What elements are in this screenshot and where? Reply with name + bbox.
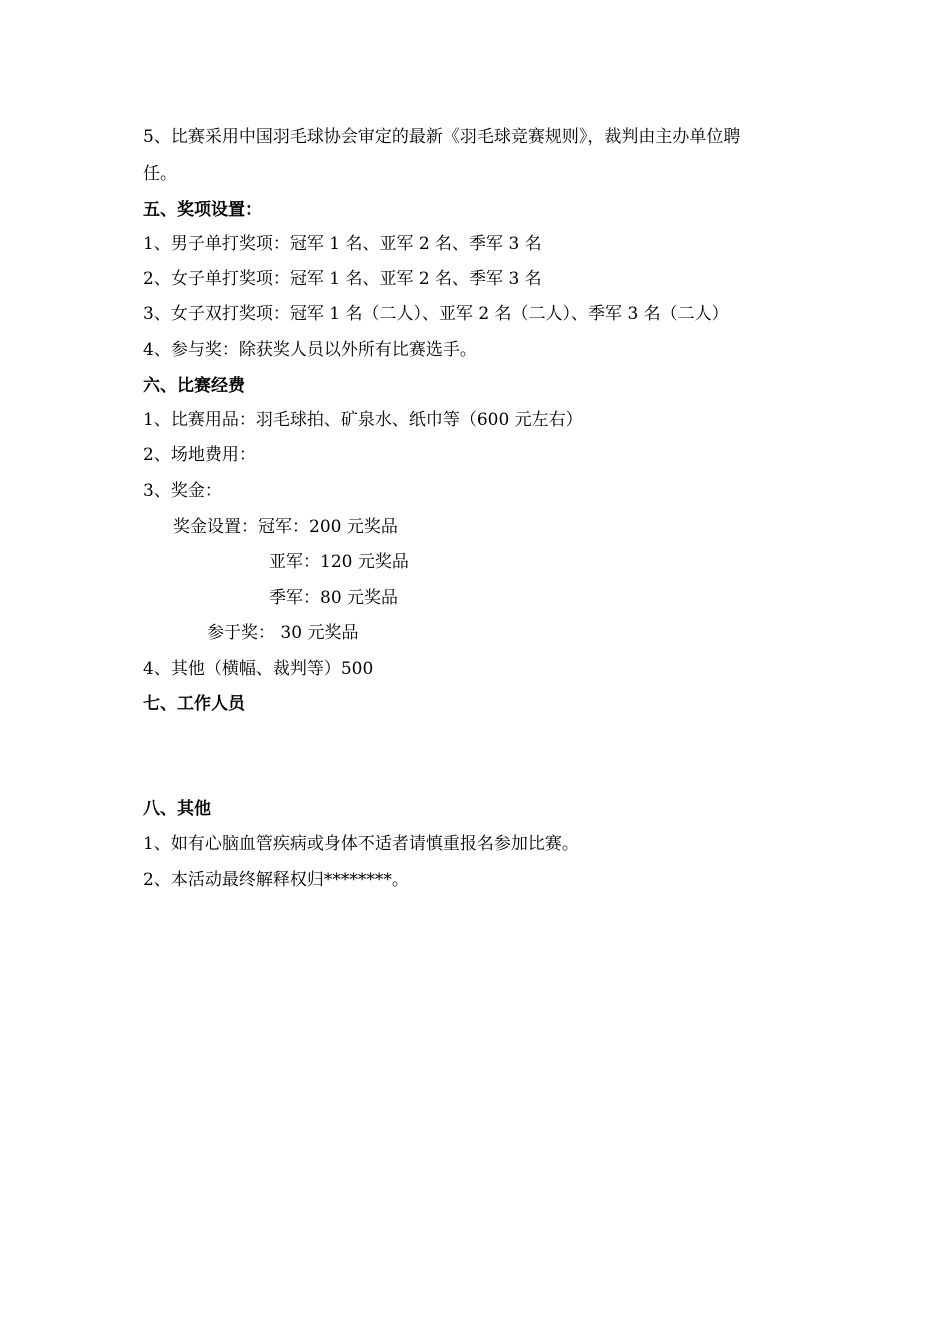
prize-setting-champion: 奖金设置：冠军：200 元奖品 <box>173 517 398 537</box>
prize-setting-runner-up: 亚军：120 元奖品 <box>269 552 409 572</box>
other-item-health-notice: 1、如有心脑血管疾病或身体不适者请慎重报名参加比赛。 <box>143 834 579 854</box>
expense-item-other: 4、其他（横幅、裁判等）500 <box>143 659 374 679</box>
rules-paragraph-line-1: 5、比赛采用中国羽毛球协会审定的最新《羽毛球竞赛规则》，裁判由主办单位聘 <box>143 127 741 147</box>
other-item-interpretation: 2、本活动最终解释权归********。 <box>143 870 409 890</box>
expense-item-supplies: 1、比赛用品：羽毛球拍、矿泉水、纸巾等（600 元左右） <box>143 410 583 430</box>
prize-setting-third: 季军：80 元奖品 <box>269 588 399 608</box>
prize-setting-participation: 参于奖： 30 元奖品 <box>207 623 359 643</box>
rules-paragraph-line-2: 任。 <box>143 164 177 184</box>
section-heading-staff: 七、工作人员 <box>143 694 245 714</box>
award-item-women-singles: 2、女子单打奖项：冠军 1 名、亚军 2 名、季军 3 名 <box>143 269 542 289</box>
award-item-men-singles: 1、男子单打奖项：冠军 1 名、亚军 2 名、季军 3 名 <box>143 234 542 254</box>
expense-item-prize-money: 3、奖金： <box>143 481 222 501</box>
section-heading-expenses: 六、比赛经费 <box>143 376 245 396</box>
section-heading-awards: 五、奖项设置： <box>143 200 262 220</box>
section-heading-other: 八、其他 <box>143 799 211 819</box>
expense-item-venue: 2、场地费用： <box>143 445 256 465</box>
award-item-participation: 4、参与奖：除获奖人员以外所有比赛选手。 <box>143 340 477 360</box>
award-item-women-doubles: 3、女子双打奖项：冠军 1 名（二人）、亚军 2 名（二人）、季军 3 名（二人） <box>143 304 729 324</box>
